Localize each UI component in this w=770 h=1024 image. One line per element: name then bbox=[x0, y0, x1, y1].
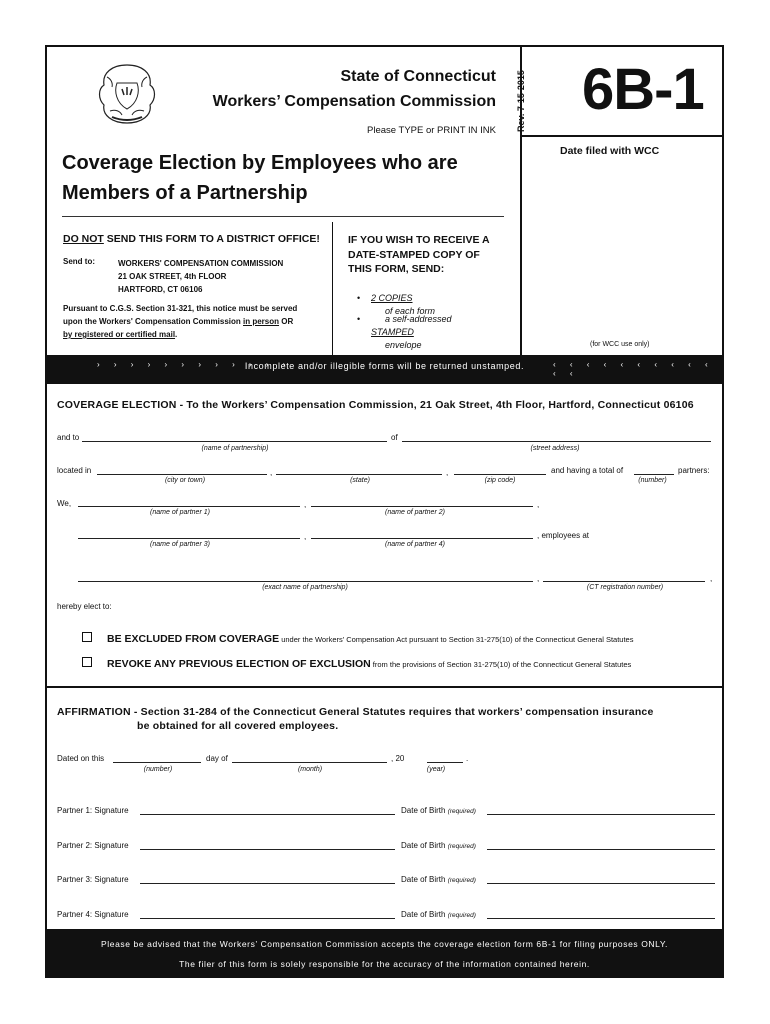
do-not-send-warning bbox=[63, 233, 320, 245]
dob-label bbox=[401, 841, 476, 850]
footer-line-1: Please be advised that the Workers’ Compensation Commission accepts the coverage election form 6B-1 for filing purposes ONLY. bbox=[101, 939, 668, 949]
agency-name: State of Connecticut bbox=[340, 68, 496, 85]
envelope-text: • a self-addressed bbox=[385, 314, 452, 324]
or-text: OR bbox=[279, 317, 294, 326]
revoke-exclusion-option bbox=[107, 658, 631, 670]
dob-label bbox=[401, 875, 476, 884]
send-divider bbox=[332, 222, 333, 355]
partner-4-signature-field[interactable] bbox=[140, 918, 395, 919]
partner-1-caption: (name of partner 1) bbox=[150, 509, 210, 516]
partner-2-dob-field[interactable] bbox=[487, 849, 715, 850]
address-line: WORKERS' COMPENSATION COMMISSION bbox=[118, 259, 284, 268]
form-title-line1: Coverage Election by Employees who are bbox=[62, 152, 458, 174]
stamped-copy-heading bbox=[348, 233, 518, 277]
partner-1-dob-field[interactable] bbox=[487, 814, 715, 815]
year-caption: (year) bbox=[426, 766, 446, 773]
and-to-label: and to bbox=[57, 433, 80, 442]
period: . bbox=[466, 754, 469, 763]
print-instruction: Please TYPE or PRINT IN INK bbox=[367, 125, 496, 136]
partner-4-name-field[interactable] bbox=[311, 538, 533, 539]
stamped-line: DATE-STAMPED COPY OF bbox=[348, 248, 480, 261]
employees-at-label: , employees at bbox=[537, 531, 590, 540]
pursuant-line bbox=[63, 328, 328, 341]
exclude-coverage-option bbox=[107, 633, 633, 645]
exact-partnership-name-field[interactable] bbox=[78, 581, 533, 582]
in-person-text: in person bbox=[243, 317, 280, 326]
mailing-address bbox=[118, 257, 283, 296]
zip-caption: (zip code) bbox=[484, 477, 516, 484]
date-filed-label: Date filed with WCC bbox=[560, 145, 660, 157]
affirmation-heading: AFFIRMATION - Section 31-284 of the Connecticut General Statutes requires that workers’ compensation insurance bbox=[57, 706, 654, 718]
partner-3-caption: (name of partner 3) bbox=[150, 541, 210, 548]
number-caption: (number) bbox=[638, 477, 667, 484]
month-caption: (month) bbox=[297, 766, 323, 773]
required-text: (required) bbox=[447, 843, 476, 850]
bullet-text bbox=[357, 313, 517, 352]
stamped-line: THIS FORM, SEND: bbox=[348, 263, 445, 275]
pursuant-text: upon the Workers' Compensation Commission bbox=[63, 317, 243, 326]
number-caption: (number) bbox=[143, 766, 173, 773]
comma: , bbox=[270, 468, 273, 477]
name-of-partnership-caption: (name of partnership) bbox=[201, 445, 269, 452]
comma: , bbox=[537, 574, 540, 583]
warning-bar bbox=[45, 355, 724, 384]
pursuant-notice bbox=[63, 302, 328, 341]
dob-text: Date of Birth bbox=[401, 806, 446, 815]
partner-2-name-field[interactable] bbox=[311, 506, 533, 507]
partner-2-signature-field[interactable] bbox=[140, 849, 395, 850]
dated-on-label: Dated on this bbox=[57, 754, 105, 763]
comma: , bbox=[537, 500, 540, 509]
partnership-name-field[interactable] bbox=[82, 441, 387, 442]
formno-divider bbox=[520, 135, 724, 137]
coverage-heading: COVERAGE ELECTION - To the Workers’ Compensation Commission, 21 Oak Street, 4th Floor, Hartford, Connecticut 06106 bbox=[57, 399, 694, 411]
stamped-bullet-2 bbox=[357, 313, 517, 352]
section-divider bbox=[45, 686, 724, 688]
envelope-rest: envelope bbox=[385, 340, 422, 350]
hereby-elect-label: hereby elect to: bbox=[57, 602, 112, 611]
period-text: . bbox=[175, 330, 178, 339]
state-caption: (state) bbox=[350, 477, 370, 484]
do-not-rest: SEND THIS FORM TO A DISTRICT OFFICE! bbox=[103, 233, 320, 245]
partner-3-signature-label: Partner 3: Signature bbox=[57, 875, 129, 884]
stamped-line: IF YOU WISH TO RECEIVE A bbox=[348, 234, 490, 246]
copies-text: 2 COPIES bbox=[371, 293, 413, 303]
wcc-use-note: (for WCC use only) bbox=[590, 341, 650, 348]
located-in-label: located in bbox=[57, 466, 92, 475]
partner-2-caption: (name of partner 2) bbox=[385, 509, 445, 516]
stamped-text: STAMPED bbox=[371, 327, 414, 337]
warning-right-arrows: ‹ ‹ ‹ ‹ ‹ ‹ ‹ ‹ ‹ ‹ ‹ ‹ bbox=[553, 360, 714, 378]
exclude-coverage-checkbox[interactable] bbox=[82, 632, 92, 642]
revoke-exclusion-checkbox[interactable] bbox=[82, 657, 92, 667]
revision-date: Rev. 7-15-2015 bbox=[516, 70, 526, 132]
form-title bbox=[62, 148, 502, 208]
year-field[interactable] bbox=[427, 762, 463, 763]
comma: , bbox=[304, 532, 307, 541]
exclude-coverage-detail: under the Workers’ Compensation Act pursuant to Section 31-275(10) of the Connecticut General Statutes bbox=[279, 635, 634, 644]
and-having-label: and having a total of bbox=[551, 466, 624, 475]
exact-name-caption: (exact name of partnership) bbox=[262, 584, 348, 591]
partner-3-dob-field[interactable] bbox=[487, 883, 715, 884]
dob-label bbox=[401, 910, 476, 919]
partner-2-signature-label: Partner 2: Signature bbox=[57, 841, 129, 850]
dob-label bbox=[401, 806, 476, 815]
year-prefix: , 20 bbox=[391, 754, 405, 763]
street-address-caption: (street address) bbox=[530, 445, 580, 452]
required-text: (required) bbox=[447, 877, 476, 884]
ct-registration-caption: (CT registration number) bbox=[586, 584, 664, 591]
day-number-field[interactable] bbox=[113, 762, 201, 763]
state-field[interactable] bbox=[276, 474, 442, 475]
partner-1-signature-field[interactable] bbox=[140, 814, 395, 815]
comma: , bbox=[710, 574, 713, 583]
city-caption: (city or town) bbox=[164, 477, 206, 484]
partner-1-signature-label: Partner 1: Signature bbox=[57, 806, 129, 815]
do-not-underlined: DO NOT bbox=[63, 233, 104, 245]
dob-text: Date of Birth bbox=[401, 910, 446, 919]
partner-3-signature-field[interactable] bbox=[140, 883, 395, 884]
comma: , bbox=[304, 500, 307, 509]
footer-line-2: The filer of this form is solely responsible for the accuracy of the information contained herein. bbox=[179, 959, 590, 969]
dob-text: Date of Birth bbox=[401, 875, 446, 884]
required-text: (required) bbox=[447, 912, 476, 919]
revoke-exclusion-label: REVOKE ANY PREVIOUS ELECTION OF EXCLUSION bbox=[107, 658, 371, 670]
copies-rest: of each form bbox=[385, 306, 436, 316]
agency-commission: Workers’ Compensation Commission bbox=[212, 93, 496, 110]
city-field[interactable] bbox=[97, 474, 267, 475]
form-number: 6B-1 bbox=[582, 57, 704, 122]
street-address-field[interactable] bbox=[402, 441, 711, 442]
address-line: HARTFORD, CT 06106 bbox=[118, 285, 203, 294]
registered-mail-text: by registered or certified mail bbox=[63, 330, 176, 339]
address-line: 21 OAK STREET, 4th FLOOR bbox=[118, 272, 227, 281]
of-label: of bbox=[391, 433, 398, 442]
partner-4-dob-field[interactable] bbox=[487, 918, 715, 919]
number-of-partners-field[interactable] bbox=[634, 474, 674, 475]
footer-bar bbox=[45, 929, 724, 978]
dob-text: Date of Birth bbox=[401, 841, 446, 850]
pursuant-line bbox=[63, 315, 328, 328]
partner-3-name-field[interactable] bbox=[78, 538, 300, 539]
form-title-line2: Members of a Partnership bbox=[62, 182, 308, 204]
warning-left-arrows: › › › › › › › › › › › › bbox=[97, 360, 292, 369]
partner-4-caption: (name of partner 4) bbox=[385, 541, 445, 548]
pursuant-line: Pursuant to C.G.S. Section 31-321, this notice must be served bbox=[63, 304, 298, 313]
we-label: We, bbox=[57, 499, 72, 508]
exclude-coverage-label: BE EXCLUDED FROM COVERAGE bbox=[107, 633, 280, 645]
comma: , bbox=[446, 468, 449, 477]
send-to-label: Send to: bbox=[63, 257, 95, 266]
revoke-exclusion-detail: from the provisions of Section 31-275(10) of the Connecticut General Statutes bbox=[370, 660, 632, 669]
month-field[interactable] bbox=[232, 762, 387, 763]
warning-message: Incomplete and/or illegible forms will be returned unstamped. bbox=[244, 361, 525, 371]
day-of-label: day of bbox=[206, 754, 228, 763]
ct-registration-field[interactable] bbox=[543, 581, 705, 582]
partner-4-signature-label: Partner 4: Signature bbox=[57, 910, 129, 919]
partners-label: partners: bbox=[678, 466, 710, 475]
state-seal-icon bbox=[92, 63, 162, 125]
zip-code-field[interactable] bbox=[454, 474, 546, 475]
partner-1-name-field[interactable] bbox=[78, 506, 300, 507]
required-text: (required) bbox=[447, 808, 476, 815]
affirmation-heading-2: be obtained for all covered employees. bbox=[137, 720, 339, 732]
title-separator bbox=[62, 216, 504, 217]
